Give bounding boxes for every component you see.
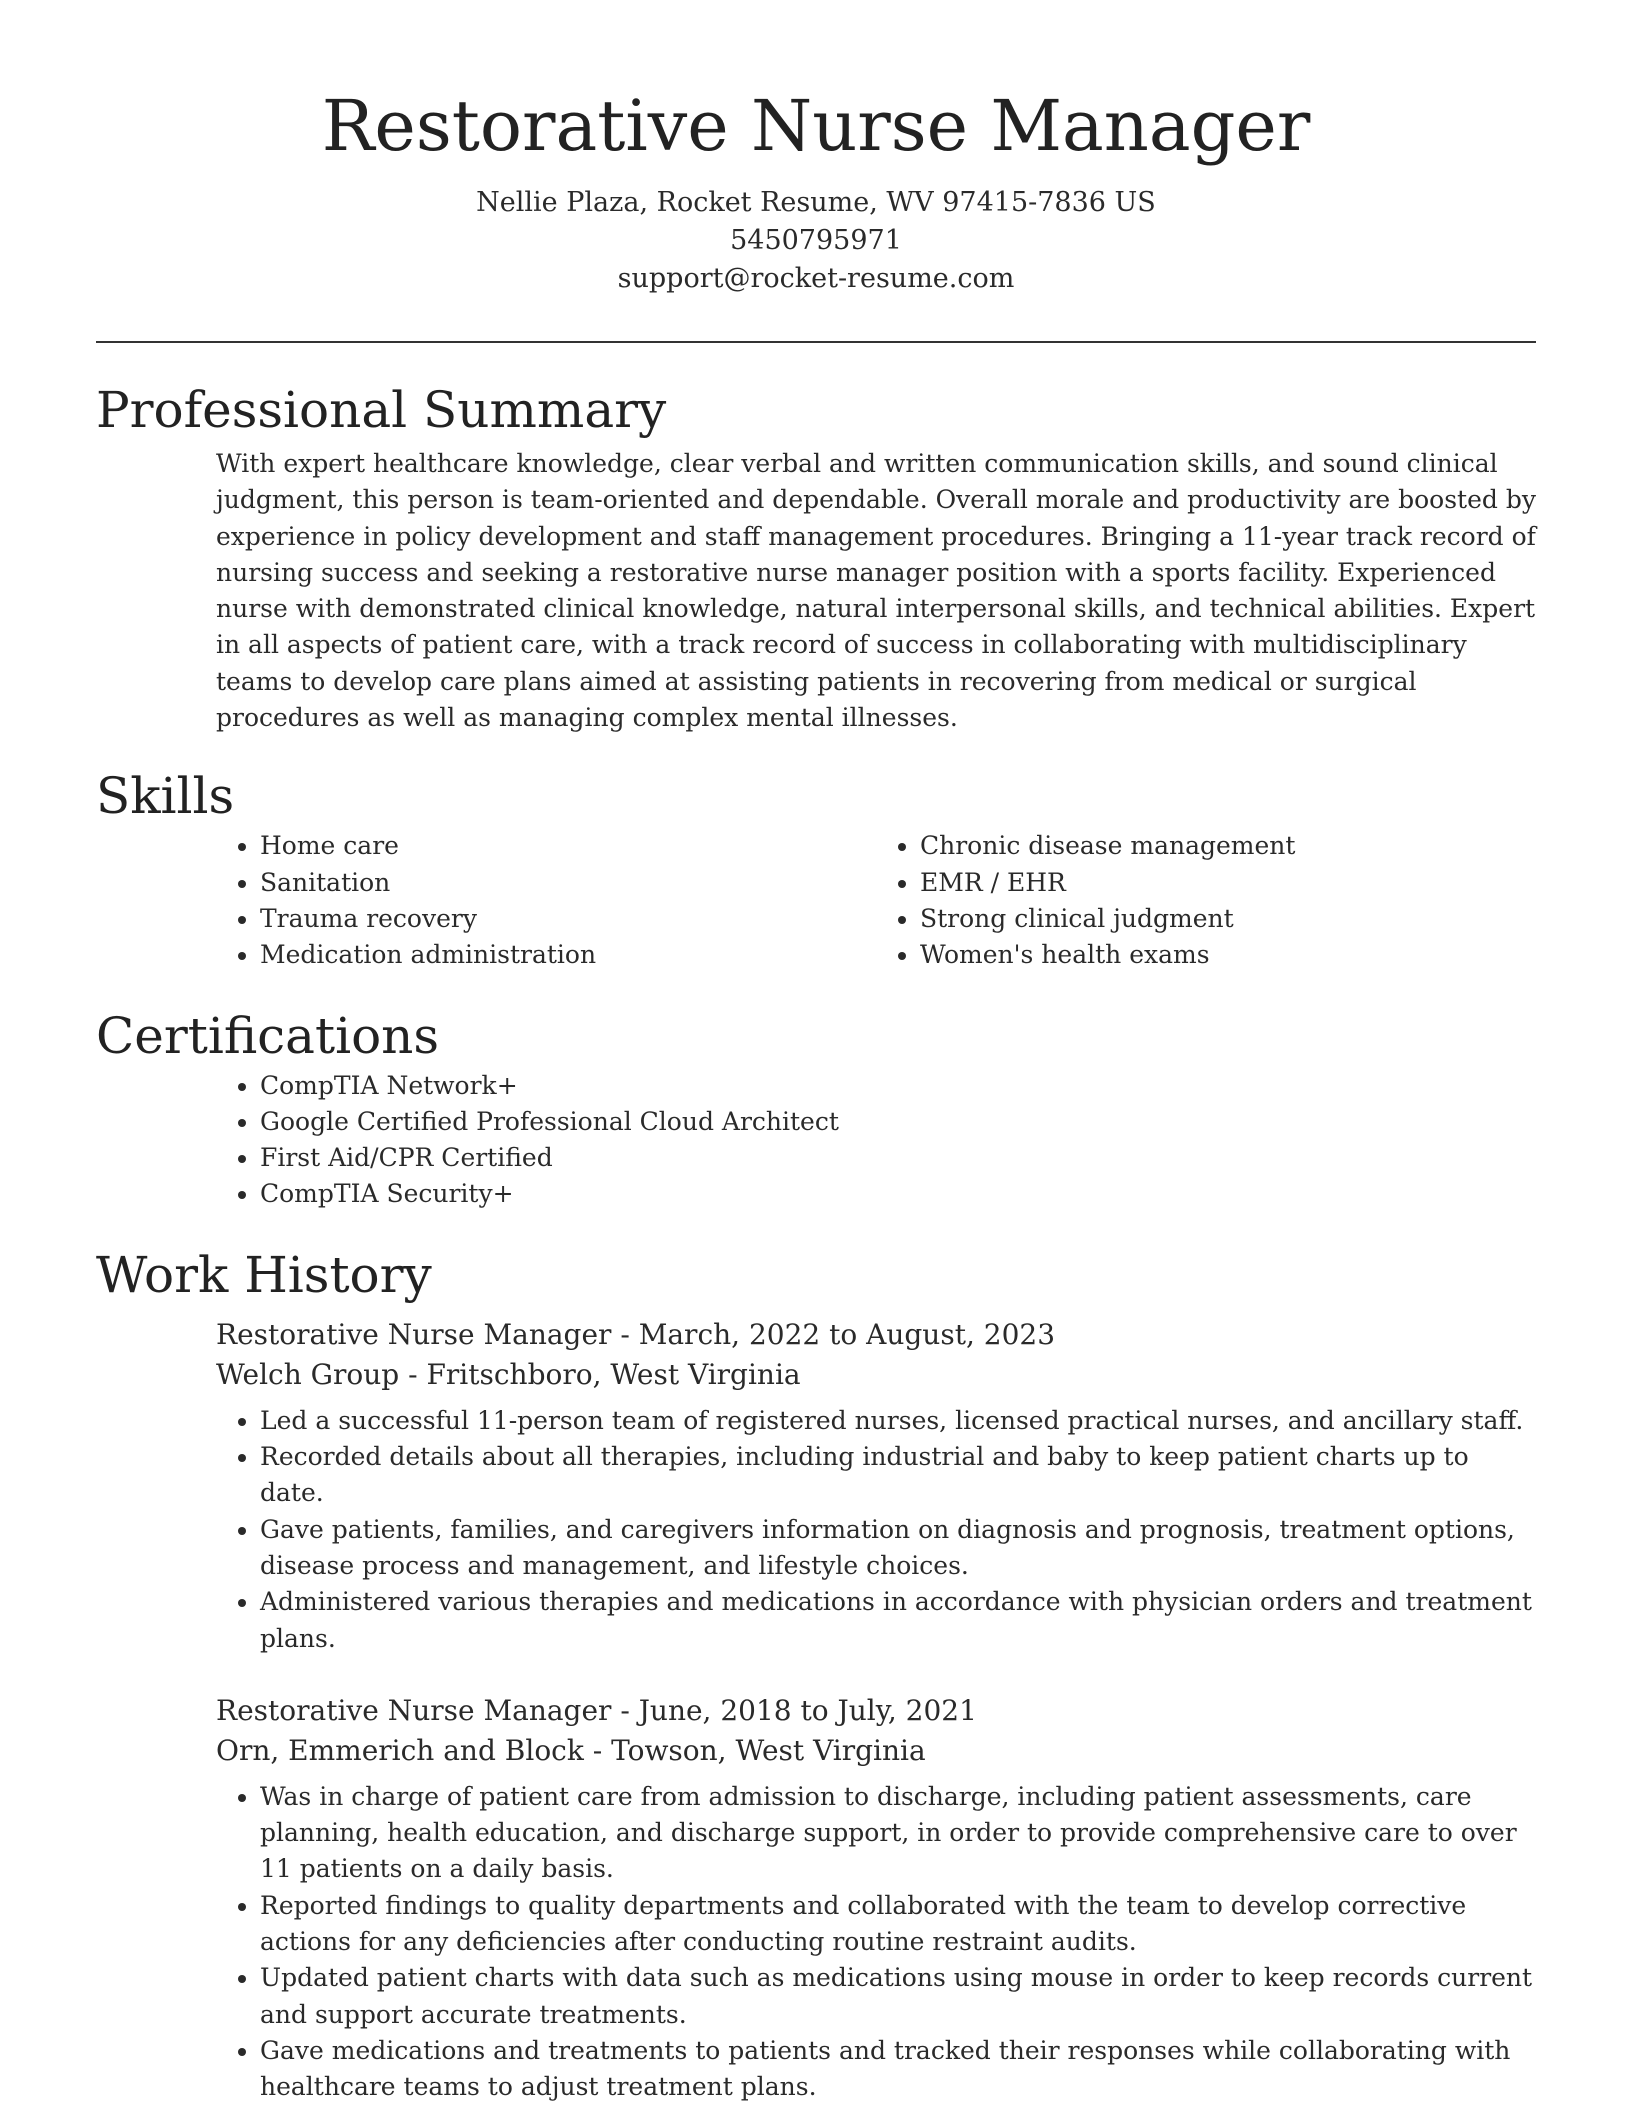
section-title-certifications: Certifications [96,1006,440,1065]
job-company-line: Welch Group - Fritschboro, West Virginia [216,1357,801,1391]
job-role-line: Restorative Nurse Manager - March, 2022 to August, 2023 [216,1317,1056,1351]
candidate-name: Restorative Nurse Manager [321,85,1311,167]
job-entry [216,1315,1536,1657]
job-bullet: • Administered various therapies and medications in accordance with physician orders and treatment plans. [260,1584,1536,1657]
section-title-skills: Skills [96,767,235,826]
certifications-section [96,1004,1536,1213]
skills-list-left [216,828,876,973]
certifications-list [216,1068,1536,1213]
job-entry [216,1691,1536,2106]
skill-item: • Women's health exams [920,937,1536,973]
skills-section [96,764,1536,973]
contact-info [0,184,1632,298]
skill-item: • Sanitation [260,865,876,901]
job-bullet: • Updated patient charts with data such as medications using mouse in order to keep records current and support accurate treatments. [260,1960,1536,2033]
job-role-line: Restorative Nurse Manager - June, 2018 to July, 2021 [216,1693,977,1727]
resume-header [0,82,1632,298]
summary-text: With expert healthcare knowledge, clear verbal and written communication skills, and sound clinical judgment, this person is team-oriented and dependable. Overall morale and productivity are boosted by experience in policy development and staff management procedures. Bringing a 11-year track record of nursing success and seeking a restorative nurse manager position with a sports facility. Experienced nurse with demonstrated clinical knowledge, natural interpersonal skills, and technical abilities. Expert in all aspects of patient care, with a track record of success in collaborating with multidisciplinary teams to develop care plans aimed at assisting patients in recovering from medical or surgical procedures as well as managing complex mental illnesses. [216,449,1536,733]
contact-phone: 5450795971 [730,225,902,256]
certification-item: • CompTIA Security+ [260,1176,1536,1212]
skill-item: • Chronic disease management [920,828,1536,864]
professional-summary-section [96,378,1536,736]
certification-item: • CompTIA Network+ [260,1068,1536,1104]
section-title-summary: Professional Summary [96,381,667,439]
work-history-section [96,1243,1536,2106]
job-bullet: • Gave medications and treatments to patients and tracked their responses while collaborating with healthcare teams to adjust treatment plans. [260,2033,1536,2106]
job-bullet: • Reported findings to quality departments and collaborated with the team to develop corrective actions for any deficiencies after conducting routine restraint audits. [260,1888,1536,1961]
job-bullet: • Recorded details about all therapies, including industrial and baby to keep patient charts up to date. [260,1439,1536,1512]
job-bullet: • Was in charge of patient care from admission to discharge, including patient assessments, care planning, health education, and discharge support, in order to provide comprehensive care to over 11 patients on a daily basis. [260,1779,1536,1888]
skill-item: • EMR / EHR [920,865,1536,901]
skill-item: • Trauma recovery [260,901,876,937]
certification-item: • First Aid/CPR Certified [260,1140,1536,1176]
job-bullet: • Gave patients, families, and caregivers information on diagnosis and prognosis, treatment options, disease process and management, and lifestyle choices. [260,1512,1536,1585]
certification-item: • Google Certified Professional Cloud Architect [260,1104,1536,1140]
skill-item: • Medication administration [260,937,876,973]
resume-content [96,378,1536,2106]
skill-item: • Home care [260,828,876,864]
job-bullets [216,1779,1536,2106]
contact-address: Nellie Plaza, Rocket Resume, WV 97415-7836 US [476,187,1156,218]
contact-email: support@rocket-resume.com [617,263,1015,294]
job-bullet: • Led a successful 11-person team of registered nurses, licensed practical nurses, and ancillary staff. [260,1403,1536,1439]
skills-list-right [876,828,1536,973]
job-bullets [216,1403,1536,1657]
header-divider [96,341,1536,343]
job-company-line: Orn, Emmerich and Block - Towson, West Virginia [216,1733,926,1767]
section-title-work-history: Work History [96,1245,432,1304]
skills-grid [216,828,1536,973]
skill-item: • Strong clinical judgment [920,901,1536,937]
